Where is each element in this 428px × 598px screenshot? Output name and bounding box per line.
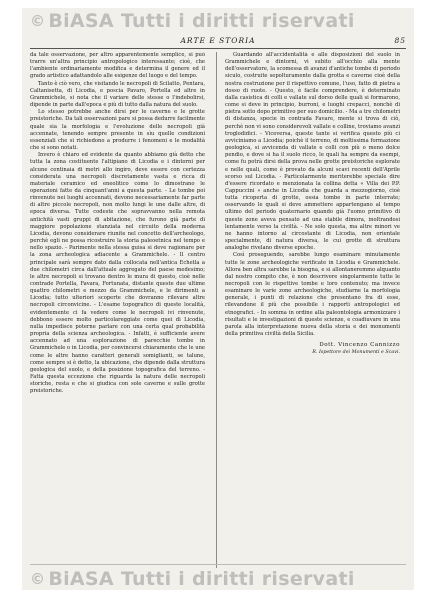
right-column — [225, 52, 400, 568]
paragraph: Lo stesso potrebbe anche dirsi per le caverne e le grotte preistoriche. Da tali osservazioni pare si possa dedurre facilmente quale sia la morfologia e l'evoluzione delle necropoli già accennate, tenendo sempre presente in sìu quelle condizioni essenziali che si richiedono a produrre i fenomeni e le modalità che si sono notati. — [30, 109, 205, 152]
running-header — [30, 36, 406, 45]
footer-rule — [30, 564, 406, 565]
paragraph: Così proseguendo, sarebbe lungo esaminare minutamente tutte le zone archeologiche verificate in Licodia e Grammichele. Allora ben altra sarebbe la bisogna, e si allontaneremmo alquanto dal nostro compito che, è non descrivere singolarmente tutte le necropoli con le rispettive tombe e loro contenuto; ma invece esaminare le varie zone archeologiche, studiarne la morfologia generale, i punti di relazione che presentano fra di esse, rilevandone il più che possibile i rapporti antropologici ed etnografici. - In somma in ordine alla paleontologia armonizzare i risultati e le investigazioni di queste scienze, e coadiuvare in una parola alla interpretazione nuova della storia e dei monumenti della primitiva civiltà della Sicilia. — [225, 252, 400, 338]
watermark-bottom — [30, 568, 422, 590]
paragraph: da tale osservazione, per altro apparentemente semplice, si può trarre un'altra principio antropologico interessante; cioè, che l'ambiente ordinariamente modifica e determina il genere ed il grado artistico adattandolo alle esigenze del luogo e del tempo. — [30, 52, 205, 80]
journal-title: ARTE E STORIA — [180, 36, 256, 45]
author-name: Dott. Vincenzo Cannizzo — [319, 342, 400, 349]
paragraph: Tanto è ciò vero, che visitando le necropoli di Scilatto, Pentara, Caltanisetta, di Licodia, e poscia Pavaro, Portella ed altre in Grammichele, si nota che il variare delle stesse o l'indebolirsi, dipende in parte dall'epoca e più di tutto dalla natura del suolo. — [30, 80, 205, 109]
left-column — [30, 52, 205, 568]
paragraph: Guardando all'accidentalità e alle disposizioni del suolo in Grammichele e dintorni, vi subito all'occhio alla mente dell'osservatore, la scomessa di avanzi d'antiche tombe di periodo siculo, costruite sepolturamente dalla grotta e caverne cioè della nostra costruzione per il rispettivo comune, l'uso, fatto di pietra a dosso di ruote. - Questo, è facile comprendere, è determinato dalla casistica di colli e vallate sul dorso delle quali si formarono, come si deve in principio, burroni, e luoghi crepacci, nonchè di pietra sotto dopo primitivo per suo domicilio. - Ma a tre chilometri di distanza, specie in contrada Favare, mente si trova di ciò, perchè non vi sono considerevoli vallate e colline, troviamo avanzi troglodidici. - Viceversa, queste tante si verifica questo più ci avviciniamo a Licodia; poichè il terreno, di moltissima formazione geologica, si avvicenda di vallate e colli con più o meno dolce pendio, e dove si ha il suolo ricco, le quali ha sempre da esempi, come fu potrà dirsi della prova nelle grotte preistoriche esplorate e nelle quali, come è provato da alcuni scavi recenti dell'Aprile scorso sul Licodia. - Particolarmente meriterebbe speciale dire d'essere ricordato e menzionata la collina detta « Villa dei P.P. Cappuccini » anche in Licodia che guarda a mezzogiorno, cioè tutta ricoperta di grotte, ossia tombe in parte interrate; osservando le quali si deve ammettere appartengano al tempo ultimo del periodo quaternario quando già l'uomo primitivo di queste zone aveva pensato ad una stabile dimora, inoltrandosi lentamente verso la civiltà. - Ne solo questa, ma altre minori ve ne hanno intorno al circostante di Licodia, non orientale specialmente, di natura diversa, le cui grotte di struttura analoghe rivelano diverse epoche. — [225, 52, 400, 252]
column-divider — [216, 52, 217, 568]
copyright-icon: © — [30, 12, 46, 30]
watermark-text: BiASA Tutti i diritti riservati — [48, 10, 355, 32]
header-rule — [30, 48, 406, 49]
watermark-text: BiASA Tutti i diritti riservati — [48, 568, 355, 590]
watermark-top — [30, 10, 422, 32]
copyright-icon: © — [30, 570, 46, 588]
author-role: R. Ispettore dei Monumenti e Scavi. — [312, 350, 400, 356]
signature-block — [225, 342, 400, 356]
document-page — [22, 8, 414, 590]
page-number: 85 — [394, 36, 406, 45]
paragraph: Invero è chiaro ed evidente da quanto abbiamo già detto che tutta la zona costituente l'altipiano di Licodia e i dintorni per alcune centinaia di metri allo ingiro, deve essere con certezza considerata una necropoli discretamente vasta e ricca di materiale ceramico ed eneolitico come lo dimostrano le operazioni fatte da cinquant'anni a questa parte. - Le tombe poi rinvenute nei luoghi accennati, devono necessariamente far parte di altre piccole necropoli, non molto lungi le une dalle altre, di epoca diversa. Tutte codeste che sopravvanno nella remota antichità vasti gruppi di abitazione, che furono già parte di maggiore popolazione stanziata nel circuito della moderna Licodia, devono considerare riunite nel concetto dell'archeologo, perchè egli ne possa ricostruire la storia paleoetnica nel tempo e nello spazio. - Parimente nella stessa guisa si deve ragionare per la zona archeologica adiacente a Grammichele. - Il centro principale sarà sempre dato dalla collocata nell'antica Echetla a due chilometri circa dall'attuale aggregato del paese medesimo; le altre necropoli si trovano dentro le mura di questo, cioè nelle contrade Portella, Favara, Fortunata, distante queste due ultime quattro chilometri e mezzo da Grammichele, e le dirimenti a Licodia; tutto ulteriori scoperte che dovranno rilevare altre necropoli circonvicine. - L'esame topografico di queste località, evidentemente ci fa vedere come le necropoli ivi rinvenute, debbono essere molto particolareggiate come quei di Licodia, nulla impedisce poterne parlare con una certa qual probabilità propria della scienza archeologica. - Infatti, è sufficiente avere accennato ad una esplorazione di parecchie tombe in Grammichele o in Licodia, per convincersi chiaramente che le une come le altre hanno caratteri generali somiglianti, se talune, come sempre si è detto, la ubicazione, che dipende dalla struttura geologica del suolo, e della posizione topografica del terreno. - Fatta questa eccezione che riguarda la natura delle necropoli storiche, resta e che si giudica con sole caverne e sulle grotte preistoriche. — [30, 152, 205, 395]
